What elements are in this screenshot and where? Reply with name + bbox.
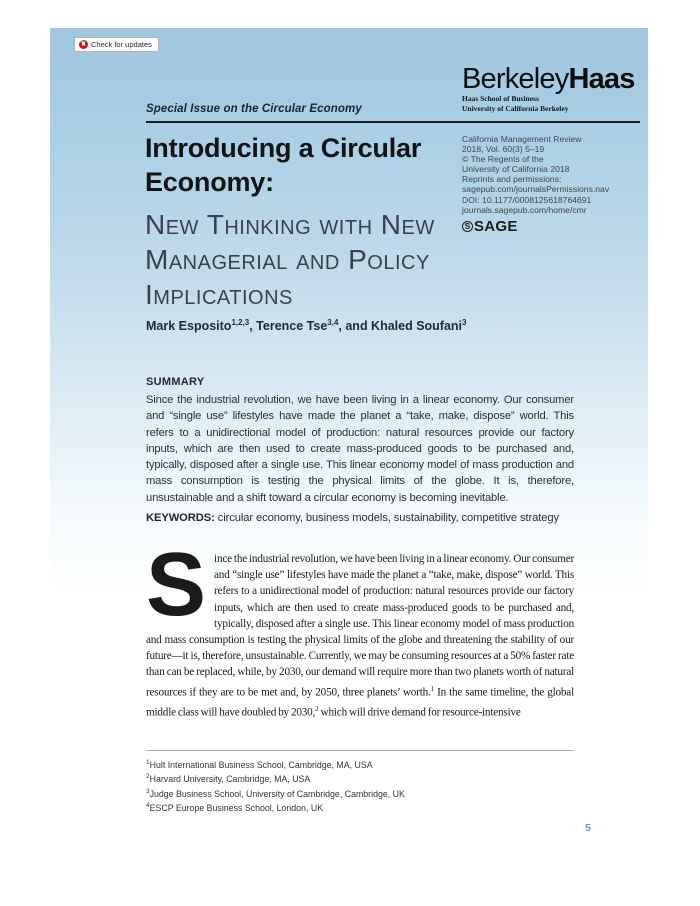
article-subtitle-line: Implications bbox=[145, 279, 293, 310]
drop-cap: S bbox=[146, 535, 207, 635]
keywords-line bbox=[146, 512, 574, 524]
keywords-label: KEYWORDS: bbox=[146, 512, 215, 524]
logo-word-berkeley: Berkeley bbox=[462, 63, 569, 95]
footnote-text: Judge Business School, University of Cambridge, Cambridge, UK bbox=[149, 788, 405, 799]
article-title-line: Introducing a Circular bbox=[145, 133, 422, 163]
footnote-marker: 4 bbox=[146, 801, 150, 809]
footnotes bbox=[146, 757, 405, 814]
permissions-link[interactable]: sagepub.com/journalsPermissions.nav bbox=[462, 184, 610, 195]
citation-block bbox=[462, 134, 648, 234]
footnote bbox=[146, 786, 405, 800]
citation-line: 2018, Vol. 60(3) 5–19 bbox=[462, 144, 545, 155]
berkeley-haas-logo bbox=[462, 64, 635, 113]
sage-wordmark: SAGE bbox=[474, 217, 518, 235]
check-for-updates-button[interactable] bbox=[74, 37, 159, 52]
summary-paragraph: Since the industrial revolution, we have been living in a linear economy. Our consumer and “single use” lifestyles have made the planet a “take, make, dispose” world. This refers to a unidirectional model of production: natural resources provide our factory inputs, which are then used to create mass-produced goods to be purchased and, typically, disposed after a single use. This linear economy model of mass production and mass consumption is testing the physical limits of the globe. It is, therefore, unsustainable and a shift toward a circular economy is becoming inevitable. bbox=[146, 394, 574, 504]
sage-logo bbox=[462, 219, 648, 234]
author-affiliation-ref: 3 bbox=[462, 318, 467, 327]
page-number: 5 bbox=[585, 822, 591, 834]
journal-home-link[interactable]: journals.sagepub.com/home/cmr bbox=[462, 204, 587, 215]
body-paragraph bbox=[146, 535, 574, 721]
sage-circle-s-icon: S bbox=[462, 221, 473, 232]
body-text-segment: which will drive demand for resource-intensive bbox=[318, 706, 521, 719]
article-subtitle-line: New Thinking with New bbox=[145, 209, 435, 240]
body-text-segment: ince the industrial revolution, we have been living in a linear economy. Our consumer and “single use” lifestyles have made the planet a “take, make, dispose” world. This refers to a unidirectional model of production: natural resources provide our factory inputs, which are then used to create mass-produced goods to be purchased and, typically, disposed after a single use. This linear economy model of mass production and mass consumption is testing the physical limits of the globe and threatening the stability of our future—it is, therefore, unsustainable. Currently, we may be consuming resources at a 50% faster rate than can be replaced, while, by 2030, our demand will require more than two planets worth of natural resources if they are to be met and, by 2050, three planets’ worth. bbox=[146, 553, 574, 699]
author-affiliation-ref: 3,4 bbox=[327, 318, 339, 327]
author-name: , and Khaled Soufani bbox=[338, 319, 463, 334]
footnote-rule bbox=[146, 750, 574, 751]
footnote-text: Harvard University, Cambridge, MA, USA bbox=[149, 774, 311, 785]
citation-line: Reprints and permissions: bbox=[462, 174, 562, 185]
article-subtitle bbox=[145, 207, 435, 312]
logo-subline-university: University of California Berkeley bbox=[462, 103, 569, 113]
check-for-updates-label: Check for updates bbox=[91, 40, 152, 49]
author-name: , Terence Tse bbox=[249, 319, 328, 334]
footnote-marker: 3 bbox=[146, 787, 150, 795]
citation-line: California Management Review bbox=[462, 134, 582, 144]
footnote-text: Hult International Business School, Cambridge, MA, USA bbox=[149, 759, 373, 770]
footnote-marker: 1 bbox=[146, 759, 150, 766]
citation-line: © The Regents of the bbox=[462, 154, 544, 165]
footnote-text: ESCP Europe Business School, London, UK bbox=[149, 802, 324, 813]
body-text-segment: In the same timeline, the global middle class will have doubled by 2030, bbox=[146, 686, 574, 719]
footnote-ref-2: 2 bbox=[315, 704, 319, 713]
footnote-ref-1: 1 bbox=[430, 684, 435, 693]
article-subtitle-line: Managerial and Policy bbox=[145, 244, 430, 275]
author-line bbox=[146, 318, 466, 333]
footnote bbox=[146, 800, 405, 814]
header-rule bbox=[146, 121, 640, 123]
footnote-marker: 2 bbox=[146, 773, 150, 781]
berkeley-haas-wordmark bbox=[462, 64, 635, 94]
logo-word-haas: Haas bbox=[568, 63, 635, 95]
footnote bbox=[146, 757, 405, 771]
author-affiliation-ref: 1,2,3 bbox=[231, 318, 250, 327]
article-title-line: Economy: bbox=[145, 167, 274, 197]
citation-line: University of California 2018 bbox=[462, 164, 570, 175]
crossmark-icon bbox=[79, 40, 88, 49]
article-title bbox=[145, 131, 421, 199]
author-name: Mark Esposito bbox=[146, 319, 232, 334]
summary-heading: SUMMARY bbox=[146, 376, 205, 388]
doi-link[interactable]: DOI: 10.1177/0008125618764691 bbox=[462, 194, 592, 205]
keywords-list: circular economy, business models, sustainability, competitive strategy bbox=[214, 512, 560, 524]
special-issue-label: Special Issue on the Circular Economy bbox=[146, 103, 362, 115]
logo-subline-school: Haas School of Business bbox=[462, 94, 539, 103]
footnote bbox=[146, 771, 405, 785]
